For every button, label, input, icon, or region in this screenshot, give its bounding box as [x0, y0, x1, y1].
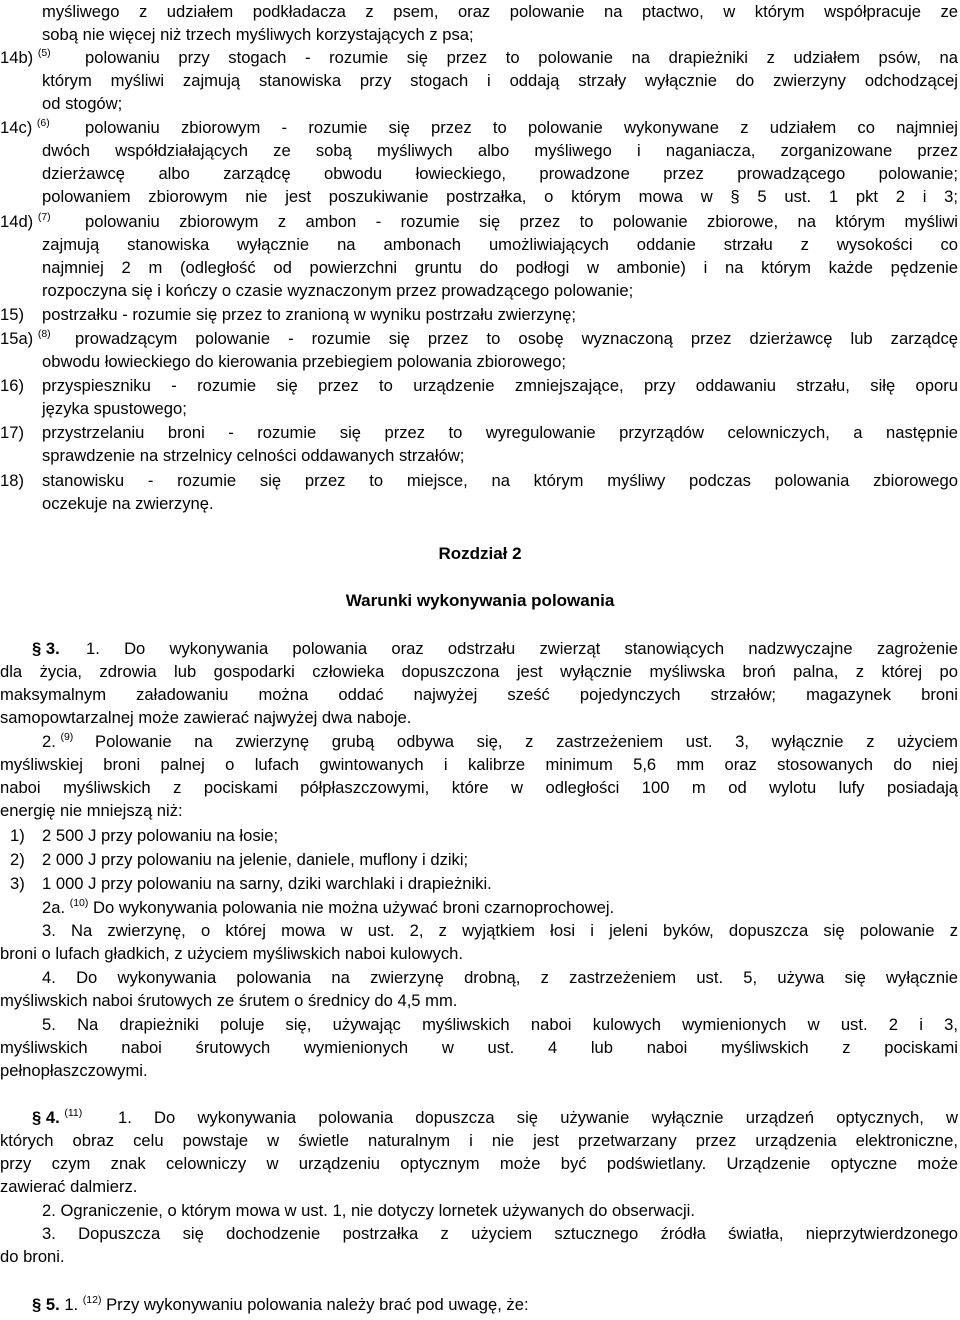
footnote-ref: (7) [37, 211, 51, 223]
item-number: 14c) $^{(6)}$ [0, 117, 50, 137]
text-line: najmniej 2 m (odległość od powierzchni gruntu do podłogi w ambonie) i na którym każde pędzenie [42, 258, 958, 277]
definition-text: polowaniu zbiorowym z ambon - rozumie się przez to polowanie zbiorowe, na którym myśliwi [85, 212, 958, 231]
list-item: 2 500 J przy polowaniu na łosie; [42, 826, 279, 845]
text-line: energię nie mniejszą niż: [0, 801, 183, 820]
item-number: 17) [0, 423, 24, 442]
list-number: 2) [10, 850, 25, 869]
text-line: polowaniem zbiorowym nie jest poszukiwanie postrzałka, o którym mowa w § 5 ust. 1 pkt 2 i 3; [42, 187, 958, 206]
chapter-number: Rozdział 2 [438, 544, 522, 563]
definition-text: polowaniu zbiorowym - rozumie się przez to polowanie wykonywane z udziałem co najmniej [85, 118, 958, 137]
text-line: naboi myśliwskich z pociskami półpłaszczowymi, które w odległości 100 m od wylotu lufy posiadają [0, 778, 958, 797]
text-line: obwodu łowieckiego do kierowania przebiegiem polowania zbiorowego; [42, 352, 566, 371]
list-item: 1 000 J przy polowaniu na sarny, dziki warchlaki i drapieżniki. [42, 874, 492, 893]
definition-text: polowaniu przy stogach - rozumie się przez to polowanie na drapieżniki z udziałem psów, na [85, 48, 958, 67]
text-line: samopowtarzalnej może zawierać najwyżej dwa naboje. [0, 708, 412, 727]
text-line: których obraz celu powstaje w świetle naturalnym i nie jest przetwarzany przez urządzenia elektroniczne, [0, 1131, 958, 1150]
section-5-heading: § 5. 1. $^{(12)}$ Przy wykonywaniu polowania należy brać pod uwagę, że: [32, 1294, 529, 1314]
text-line: od stogów; [42, 94, 123, 113]
text-line: myśliwskich naboi śrutowych ze śrutem o średnicy do 4,5 mm. [0, 991, 458, 1010]
item-number: 18) [0, 471, 24, 490]
section-sign: § 3. [32, 639, 60, 658]
text-line: przy czym znak celowniczy w urządzeniu optycznym może być podświetlany. Urządzenie optyczne może [0, 1154, 958, 1173]
text-line: sprawdzenie na strzelnicy celności oddawanych strzałów; [42, 446, 465, 465]
text-line: zawierać dalmierz. [0, 1177, 138, 1196]
text-line: dwóch współdziałających ze sobą myśliwych albo myśliwego i naganiacza, zorganizowane przez [42, 141, 958, 160]
paragraph-text: 3. Na zwierzynę, o której mowa w ust. 2, z wyjątkiem łosi i jeleni byków, dopuszcza się polowanie z [42, 921, 958, 940]
text-line: którym myśliwi zajmują stanowiska przy stogach i oddają strzały wyłącznie do zwierzyny odchodzącej [42, 71, 958, 90]
footnote-ref: (10) [69, 897, 89, 909]
definition-text: przystrzelaniu broni - rozumie się przez to wyregulowanie przyrządów celowniczych, a następnie [42, 423, 958, 442]
text-line: pełnopłaszczowymi. [0, 1061, 148, 1080]
footnote-ref: (11) [64, 1107, 83, 1119]
footnote-ref: (9) [60, 731, 74, 743]
chapter-title: Warunki wykonywania polowania [345, 591, 615, 610]
footnote-ref: (6) [36, 117, 50, 129]
text-line: sobą nie więcej niż trzech myśliwych korzystających z psa; [42, 25, 474, 44]
text-line: dla życia, zdrowia lub gospodarki człowieka dopuszczona jest wyłącznie myśliwska broń palna, z której po [0, 662, 958, 681]
text-line: maksymalnym załadowaniu można oddać najwyżej sześć pojedynczych strzałów; magazynek broni [0, 685, 958, 704]
paragraph-2a: 2a. $^{(10)}$ Do wykonywania polowania nie można używać broni czarnoprochowej. [42, 897, 615, 917]
definition-text: postrzałku - rozumie się przez to zranioną w wyniku postrzału zwierzynę; [42, 305, 576, 324]
footnote-ref: (5) [37, 47, 51, 59]
footnote-ref: (12) [82, 1294, 102, 1306]
paragraph-text: Polowanie na zwierzynę grubą odbywa się, z zastrzeżeniem ust. 3, wyłącznie z użyciem [95, 732, 958, 751]
list-item: 2 000 J przy polowaniu na jelenie, daniele, muflony i dziki; [42, 850, 469, 869]
paragraph-text: 2. Ograniczenie, o którym mowa w ust. 1, nie dotyczy lornetek używanych do obserwacji. [42, 1201, 695, 1220]
text-line: języka spustowego; [42, 399, 187, 418]
paragraph-number: 2. $^{(9)}$ [42, 731, 74, 751]
definition-text: prowadzącym polowanie - rozumie się przez to osobę wyznaczoną przez dzierżawcę lub zarządcę [75, 329, 958, 348]
paragraph-text: 1. Do wykonywania polowania oraz odstrzału zwierząt stanowiących nadzwyczajne zagrożenie [86, 639, 958, 658]
paragraph-text: 4. Do wykonywania polowania na zwierzynę drobną, z zastrzeżeniem ust. 5, używa się wyłącznie [42, 968, 958, 987]
item-number: 15a) $^{(8)}$ [0, 328, 51, 348]
section-sign: § 4. $^{(11)}$ [32, 1107, 83, 1127]
item-number: 14b) $^{(5)}$ [0, 47, 51, 67]
text-line: broni o lufach gładkich, z użyciem myśliwskich naboi kulowych. [0, 944, 463, 963]
text-line: zajmują stanowiska wyłącznie na ambonach umożliwiających oddanie strzału z wysokości co [42, 235, 958, 254]
text-line: myśliwskich naboi śrutowych wymienionych w ust. 4 lub naboi myśliwskich z pociskami [0, 1038, 958, 1057]
definition-text: stanowisku - rozumie się przez to miejsce, na którym myśliwy podczas polowania zbiorowego [42, 471, 958, 490]
paragraph-text: 5. Na drapieżniki poluje się, używając myśliwskich naboi kulowych wymienionych w ust. 2 i 3, [42, 1015, 958, 1034]
text-line: myśliwego z udziałem podkładacza z psem, oraz polowanie na ptactwo, w którym współpracuje ze [42, 2, 958, 21]
text-line: dzierżawcę albo zarządcę obwodu łowieckiego, prowadzone przez prowadzącego polowanie; [42, 164, 958, 183]
list-number: 1) [10, 826, 25, 845]
item-number: 15) [0, 305, 24, 324]
paragraph-text: 3. Dopuszcza się dochodzenie postrzałka z użyciem sztucznego źródła światła, nieprzytwierdzonego [42, 1224, 958, 1243]
text-line: do broni. [0, 1247, 65, 1266]
text-line: oczekuje na zwierzynę. [42, 494, 214, 513]
footnote-ref: (8) [37, 328, 51, 340]
item-number: 16) [0, 376, 24, 395]
text-line: rozpoczyna się i kończy o czasie wyznaczonym przez prowadzącego polowanie; [42, 281, 634, 300]
text-line: myśliwskiej broni palnej o lufach gwintowanych i kalibrze minimum 5,6 mm oraz stosowanych do niej [0, 755, 958, 774]
item-number: 14d) $^{(7)}$ [0, 211, 51, 231]
paragraph-text: 1. Do wykonywania polowania dopuszcza się używanie wyłącznie urządzeń optycznych, w [118, 1108, 958, 1127]
list-number: 3) [10, 874, 25, 893]
definition-text: przyspieszniku - rozumie się przez to urządzenie zmniejszające, przy oddawaniu strzału, siłę oporu [42, 376, 958, 395]
